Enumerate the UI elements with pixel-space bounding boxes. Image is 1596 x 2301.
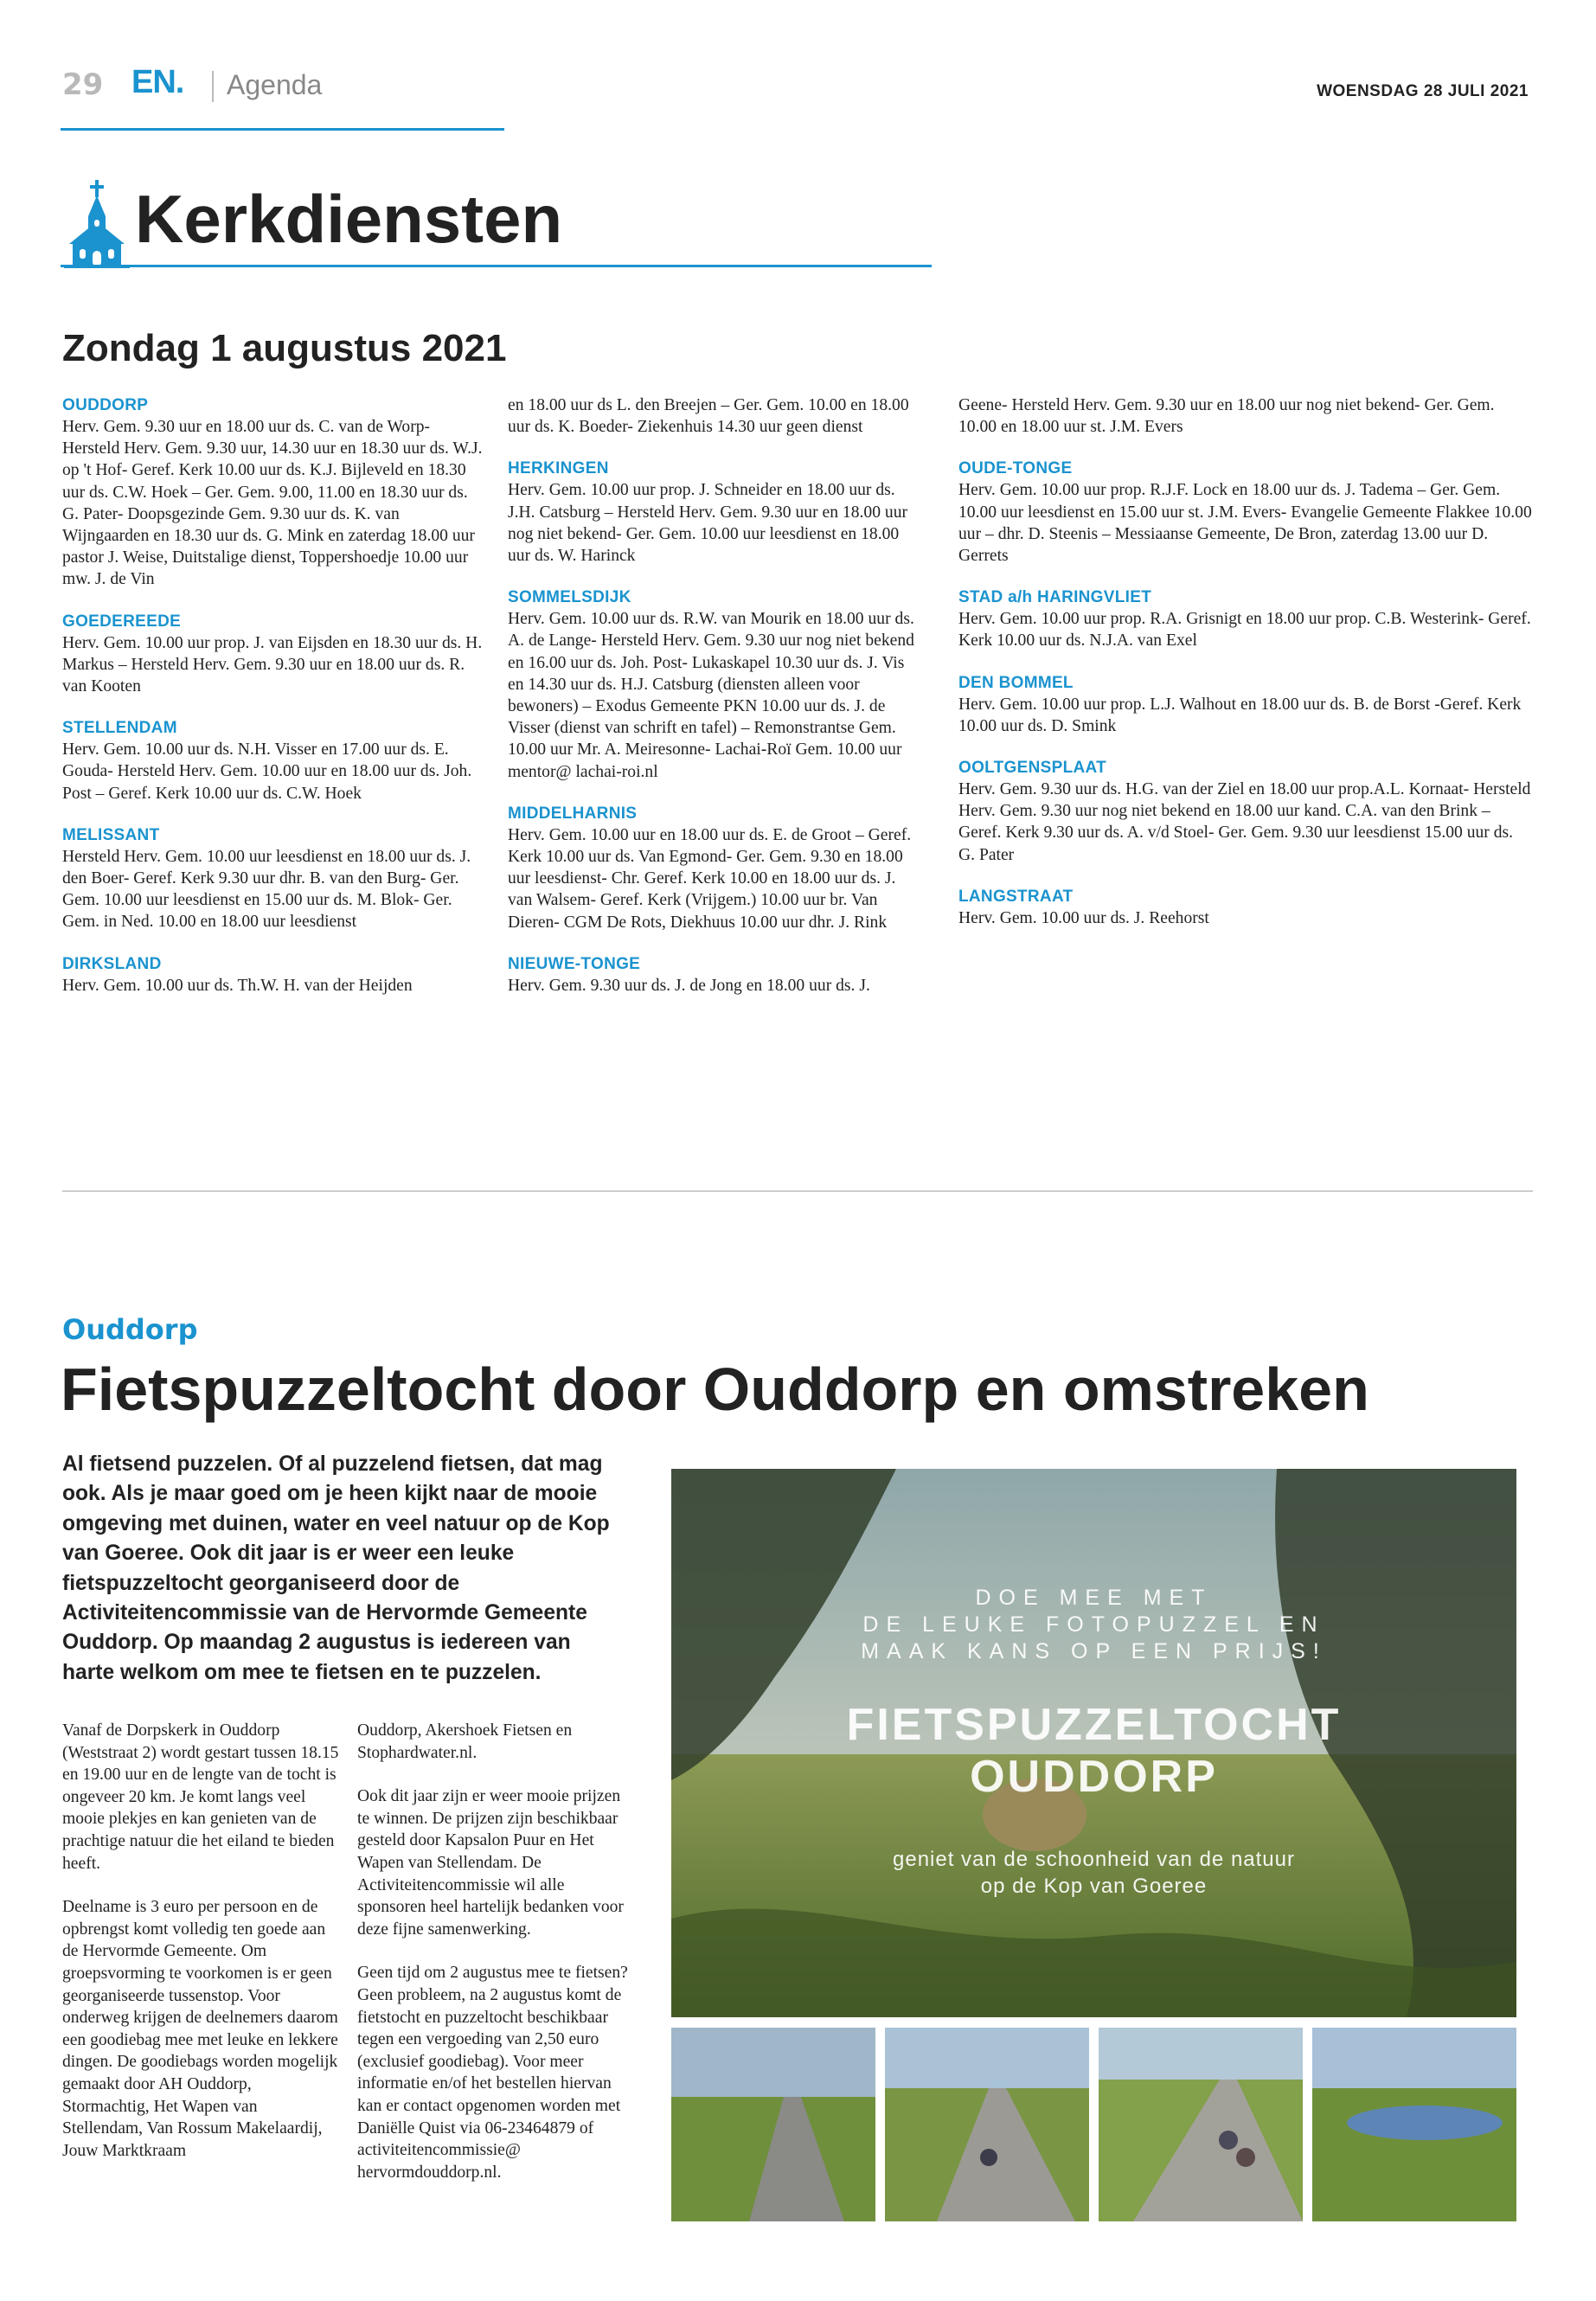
service-block	[508, 394, 914, 438]
article-paragraph: Geen tijd om 2 augustus mee te fietsen? Geen probleem, na 2 augustus komt de fietstocht en puzzeltocht beschikbaar tegen een vergoeding van 2,50 euro (exclusief goodiebag). Voor meer informatie en/of het bestellen hiervan kan er contact opgenomen worden met Daniëlle Quist via 06-23464879 of activiteitencommissie@ hervormdouddorp.nl.	[357, 1964, 628, 2182]
article-body-column-1	[62, 1720, 339, 2183]
service-block	[62, 394, 486, 591]
article-paragraph: Ook dit jaar zijn er weer mooie prijzen te winnen. De prijzen zijn beschikbaar gesteld door Kapsalon Puur en Het Wapen van Stellendam. De Activiteitencommissie wil alle sponsoren heel hartelijk bedanken voor deze fijne samenwerking.	[357, 1787, 624, 1939]
photo-group-cycling	[1099, 2028, 1303, 2221]
service-text: Herv. Gem. 10.00 uur en 18.00 uur ds. E. de Groot – Geref. Kerk 10.00 uur ds. Van Egmond- Ger. Gem. 9.30 en 18.00 uur leesdienst- Chr. Geref. Kerk 10.00 en 18.00 uur ds. J. van Walsem- Geref. Kerk (Vrijgem.) 10.00 uur br. Van Dieren- CGM De Rots, Diekhuus 10.00 uur dhr. J. Rink	[508, 825, 912, 932]
service-text: en 18.00 uur ds L. den Breejen – Ger. Gem. 10.00 en 18.00 uur ds. K. Boeder- Ziekenhuis 14.30 uur geen dienst	[508, 396, 909, 437]
issue-date: WOENSDAG 28 JULI 2021	[1317, 82, 1529, 100]
service-text: Herv. Gem. 10.00 uur prop. R.A. Grisnigt en 18.00 uur prop. C.B. Westerink- Geref. Kerk 10.00 uur ds. N.J.A. van Exel	[958, 610, 1531, 651]
place-heading: LANGSTRAAT	[958, 887, 1074, 906]
poster-subtitle-line: geniet van de schoonheid van de natuur	[893, 1848, 1295, 1871]
service-block	[508, 458, 914, 567]
service-block	[958, 757, 1533, 866]
place-heading: DIRKSLAND	[62, 954, 162, 973]
service-block	[508, 953, 914, 997]
service-block	[62, 824, 486, 933]
service-block	[958, 586, 1533, 651]
place-heading: OUDE-TONGE	[958, 459, 1073, 478]
article-lead: Al fietsend puzzelen. Of al puzzelend fietsen, dat mag ook. Als je maar goed om je heen kijkt naar de mooie omgeving met duinen, water en veel natuur op de Kop van Goeree. Ook dit jaar is er weer een leuke fietspuzzeltocht georganiseerd door de Activiteitencommissie van de Hervormde Gemeente Ouddorp. Op maandag 2 augustus is iedereen van harte welkom om mee te fietsen en te puzzelen.	[62, 1452, 610, 1684]
place-heading: STAD a/h HARINGVLIET	[958, 588, 1152, 607]
place-heading: GOEDEREEDE	[62, 612, 182, 631]
services-column-1	[62, 394, 486, 1016]
kerkdiensten-rule	[61, 265, 932, 267]
article-paragraph: Vanaf de Dorpskerk in Ouddorp (Weststraat 2) wordt gestart tussen 18.15 en 19.00 uur en de lengte van de tocht is ongeveer 20 km. Je komt langs veel mooie plekjes en kan genieten van de prachtige natuur die het eiland te bieden heeft.	[62, 1721, 339, 1873]
service-block	[958, 672, 1533, 737]
service-text: Geene- Hersteld Herv. Gem. 9.30 uur en 18.00 uur nog niet bekend- Ger. Gem. 10.00 en 18.00 uur st. J.M. Evers	[958, 396, 1495, 437]
service-block	[508, 586, 914, 783]
section-divider	[62, 1190, 1533, 1192]
poster-subtitle-line: op de Kop van Goeree	[980, 1875, 1208, 1898]
article-body-column-2	[357, 1720, 634, 2205]
service-text: Herv. Gem. 10.00 uur ds. J. Reehorst	[958, 908, 1209, 927]
place-heading: STELLENDAM	[62, 719, 177, 738]
poster-line: DE LEUKE FOTOPUZZEL EN	[862, 1612, 1325, 1637]
place-heading: MIDDELHARNIS	[508, 804, 638, 823]
kerkdiensten-title: Kerkdiensten	[135, 181, 563, 257]
section-label: Agenda	[227, 69, 323, 100]
service-text: Herv. Gem. 10.00 uur prop. J. Schneider en 18.00 uur ds. J.H. Catsburg – Hersteld Herv. Gem. 9.30 uur en 18.00 uur nog niet bekend- Ger. Gem. 10.00 uur leesdienst en 18.00 uur ds. W. Harinck	[508, 481, 908, 566]
services-column-3	[958, 394, 1533, 949]
poster-title	[671, 1699, 1516, 1803]
service-block	[62, 717, 486, 804]
service-block	[958, 458, 1533, 567]
service-text: Herv. Gem. 10.00 uur ds. N.H. Visser en 17.00 uur ds. E. Gouda- Hersteld Herv. Gem. 10.00 uur en 18.00 uur ds. Joh. Post – Geref. Kerk 10.00 uur ds. C.W. Hoek	[62, 740, 472, 803]
place-heading: DEN BOMMEL	[958, 673, 1074, 692]
photo-thumbnail	[671, 2028, 875, 2221]
photo-road-dike	[671, 2028, 875, 2221]
poster-line: MAAK KANS OP EEN PRIJS!	[861, 1639, 1327, 1663]
photo-thumbnail	[885, 2028, 1089, 2221]
place-heading: HERKINGEN	[508, 459, 609, 478]
service-block	[958, 886, 1533, 929]
church-icon	[64, 178, 130, 268]
place-heading: SOMMELSDIJK	[508, 588, 631, 607]
service-text: Herv. Gem. 9.30 uur ds. J. de Jong en 18.00 uur ds. J.	[508, 976, 870, 995]
service-text: Hersteld Herv. Gem. 10.00 uur leesdienst en 18.00 uur ds. J. den Boer- Geref. Kerk 9.30 uur dhr. B. van den Burg- Ger. Gem. 10.00 uur leesdienst en 15.00 uur ds. M. Blok- Ger. Gem. in Ned. 10.00 en 18.00 uur leesdienst	[62, 847, 471, 932]
service-text: Herv. Gem. 10.00 uur ds. R.W. van Mourik en 18.00 uur ds. A. de Lange- Hersteld Herv. Gem. 9.30 uur nog niet bekend en 16.00 uur ds. Joh. Post- Lukaskapel 10.30 uur ds. J. Vis en 14.30 uur ds. H.J. Catsburg (diensten alleen voor bewoners) – Exodus Gemeente PKN 10.00 uur ds. J. de Visser (dienst van schrift en tafel) – Remonstrantse Gem. 10.00 uur Mr. A. Meiresonne- Lachai-Roï Gem. 10.00 uur mentor@ lachai-roi.nl	[508, 610, 914, 781]
service-text: Herv. Gem. 9.30 uur ds. H.G. van der Ziel en 18.00 uur prop.A.L. Kornaat- Hersteld Herv. Gem. 9.30 uur nog niet bekend en 18.00 uur kand. C.A. van den Brink – Geref. Kerk 9.30 uur ds. A. v/d Stoel- Ger. Gem. 9.30 uur leesdienst 15.00 uur ds. G. Pater	[958, 780, 1531, 864]
place-heading: OUDDORP	[62, 396, 149, 414]
service-block	[62, 953, 486, 997]
article-headline: Fietspuzzeltocht door Ouddorp en omstreken	[61, 1356, 1369, 1423]
services-column-2	[508, 394, 914, 1016]
service-block	[508, 803, 914, 933]
service-text: Herv. Gem. 10.00 uur prop. R.J.F. Lock en 18.00 uur ds. J. Tadema – Ger. Gem. 10.00 uur leesdienst en 15.00 uur st. J.M. Evers- Evangelie Gemeente Flakkee 10.00 uur – dhr. D. Steenis – Messiaanse Gemeente, De Bron, zaterdag 13.00 uur D. Gerrets	[958, 481, 1532, 566]
poster-title-line: OUDDORP	[970, 1752, 1218, 1802]
service-block	[958, 394, 1533, 438]
event-poster-image	[671, 1469, 1516, 2017]
poster-line: DOE MEE MET	[975, 1586, 1213, 1610]
service-text: Herv. Gem. 9.30 uur en 18.00 uur ds. C. van de Worp- Hersteld Herv. Gem. 9.30 uur, 14.30 uur en 18.30 uur ds. W.J. op 't Hof- Geref. Kerk 10.00 uur ds. K.J. Bijleveld en 18.30 uur ds. C.W. Hoek – Ger. Gem. 9.00, 11.00 en 18.30 uur ds. G. Pater- Doopsgezinde Gem. 9.30 uur ds. K. van Wijngaarden en 18.30 uur ds. G. Mink en zaterdag 18.00 uur pastor J. Weise, Duitstalige dienst, Toppershoedje 10.00 uur mw. J. de Vin	[62, 418, 483, 589]
header-rule	[61, 128, 504, 131]
article-paragraph: Ouddorp, Akershoek Fietsen en Stophardwater.nl.	[357, 1721, 573, 1762]
poster-subtitle	[671, 1846, 1516, 1900]
article-paragraph: Deelname is 3 euro per persoon en de opbrengst komt volledig ten goede aan de Hervormde Gemeente. Om groepsvorming te voorkomen is er geen georganiseerde tussenstop. Voor onderweg krijgen de deelnemers daarom een goodiebag mee met leuke en lekkere dingen. De goodiebags worden mogelijk gemaakt door AH Ouddorp, Stormachtig, Het Wapen van Stellendam, Van Rossum Makelaardij, Jouw Marktkraam	[62, 1898, 338, 2160]
photo-cyclists-path	[885, 2028, 1089, 2221]
place-heading: NIEUWE-TONGE	[508, 954, 641, 973]
place-heading: MELISSANT	[62, 825, 160, 844]
page-number: 29	[62, 67, 104, 102]
place-heading: OOLTGENSPLAAT	[958, 759, 1107, 778]
poster-invite-text	[671, 1585, 1516, 1665]
service-block	[62, 611, 486, 698]
service-text: Herv. Gem. 10.00 uur prop. L.J. Walhout en 18.00 uur ds. B. de Borst -Geref. Kerk 10.00 uur ds. D. Smink	[958, 695, 1522, 735]
service-text: Herv. Gem. 10.00 uur prop. J. van Eijsden en 18.30 uur ds. H. Markus – Hersteld Herv. Gem. 9.30 uur en 18.00 uur ds. R. van Kooten	[62, 633, 483, 696]
photo-water-landscape	[1312, 2028, 1516, 2221]
header-separator	[212, 71, 214, 102]
service-text: Herv. Gem. 10.00 uur ds. Th.W. H. van der Heijden	[62, 976, 413, 995]
photo-thumbnail	[1312, 2028, 1516, 2221]
photo-thumbnail	[1099, 2028, 1303, 2221]
service-date-heading: Zondag 1 augustus 2021	[62, 327, 507, 369]
newspaper-logo: EN.	[131, 64, 184, 100]
article-kicker: Ouddorp	[62, 1313, 198, 1346]
poster-title-line: FIETSPUZZELTOCHT	[846, 1700, 1342, 1750]
